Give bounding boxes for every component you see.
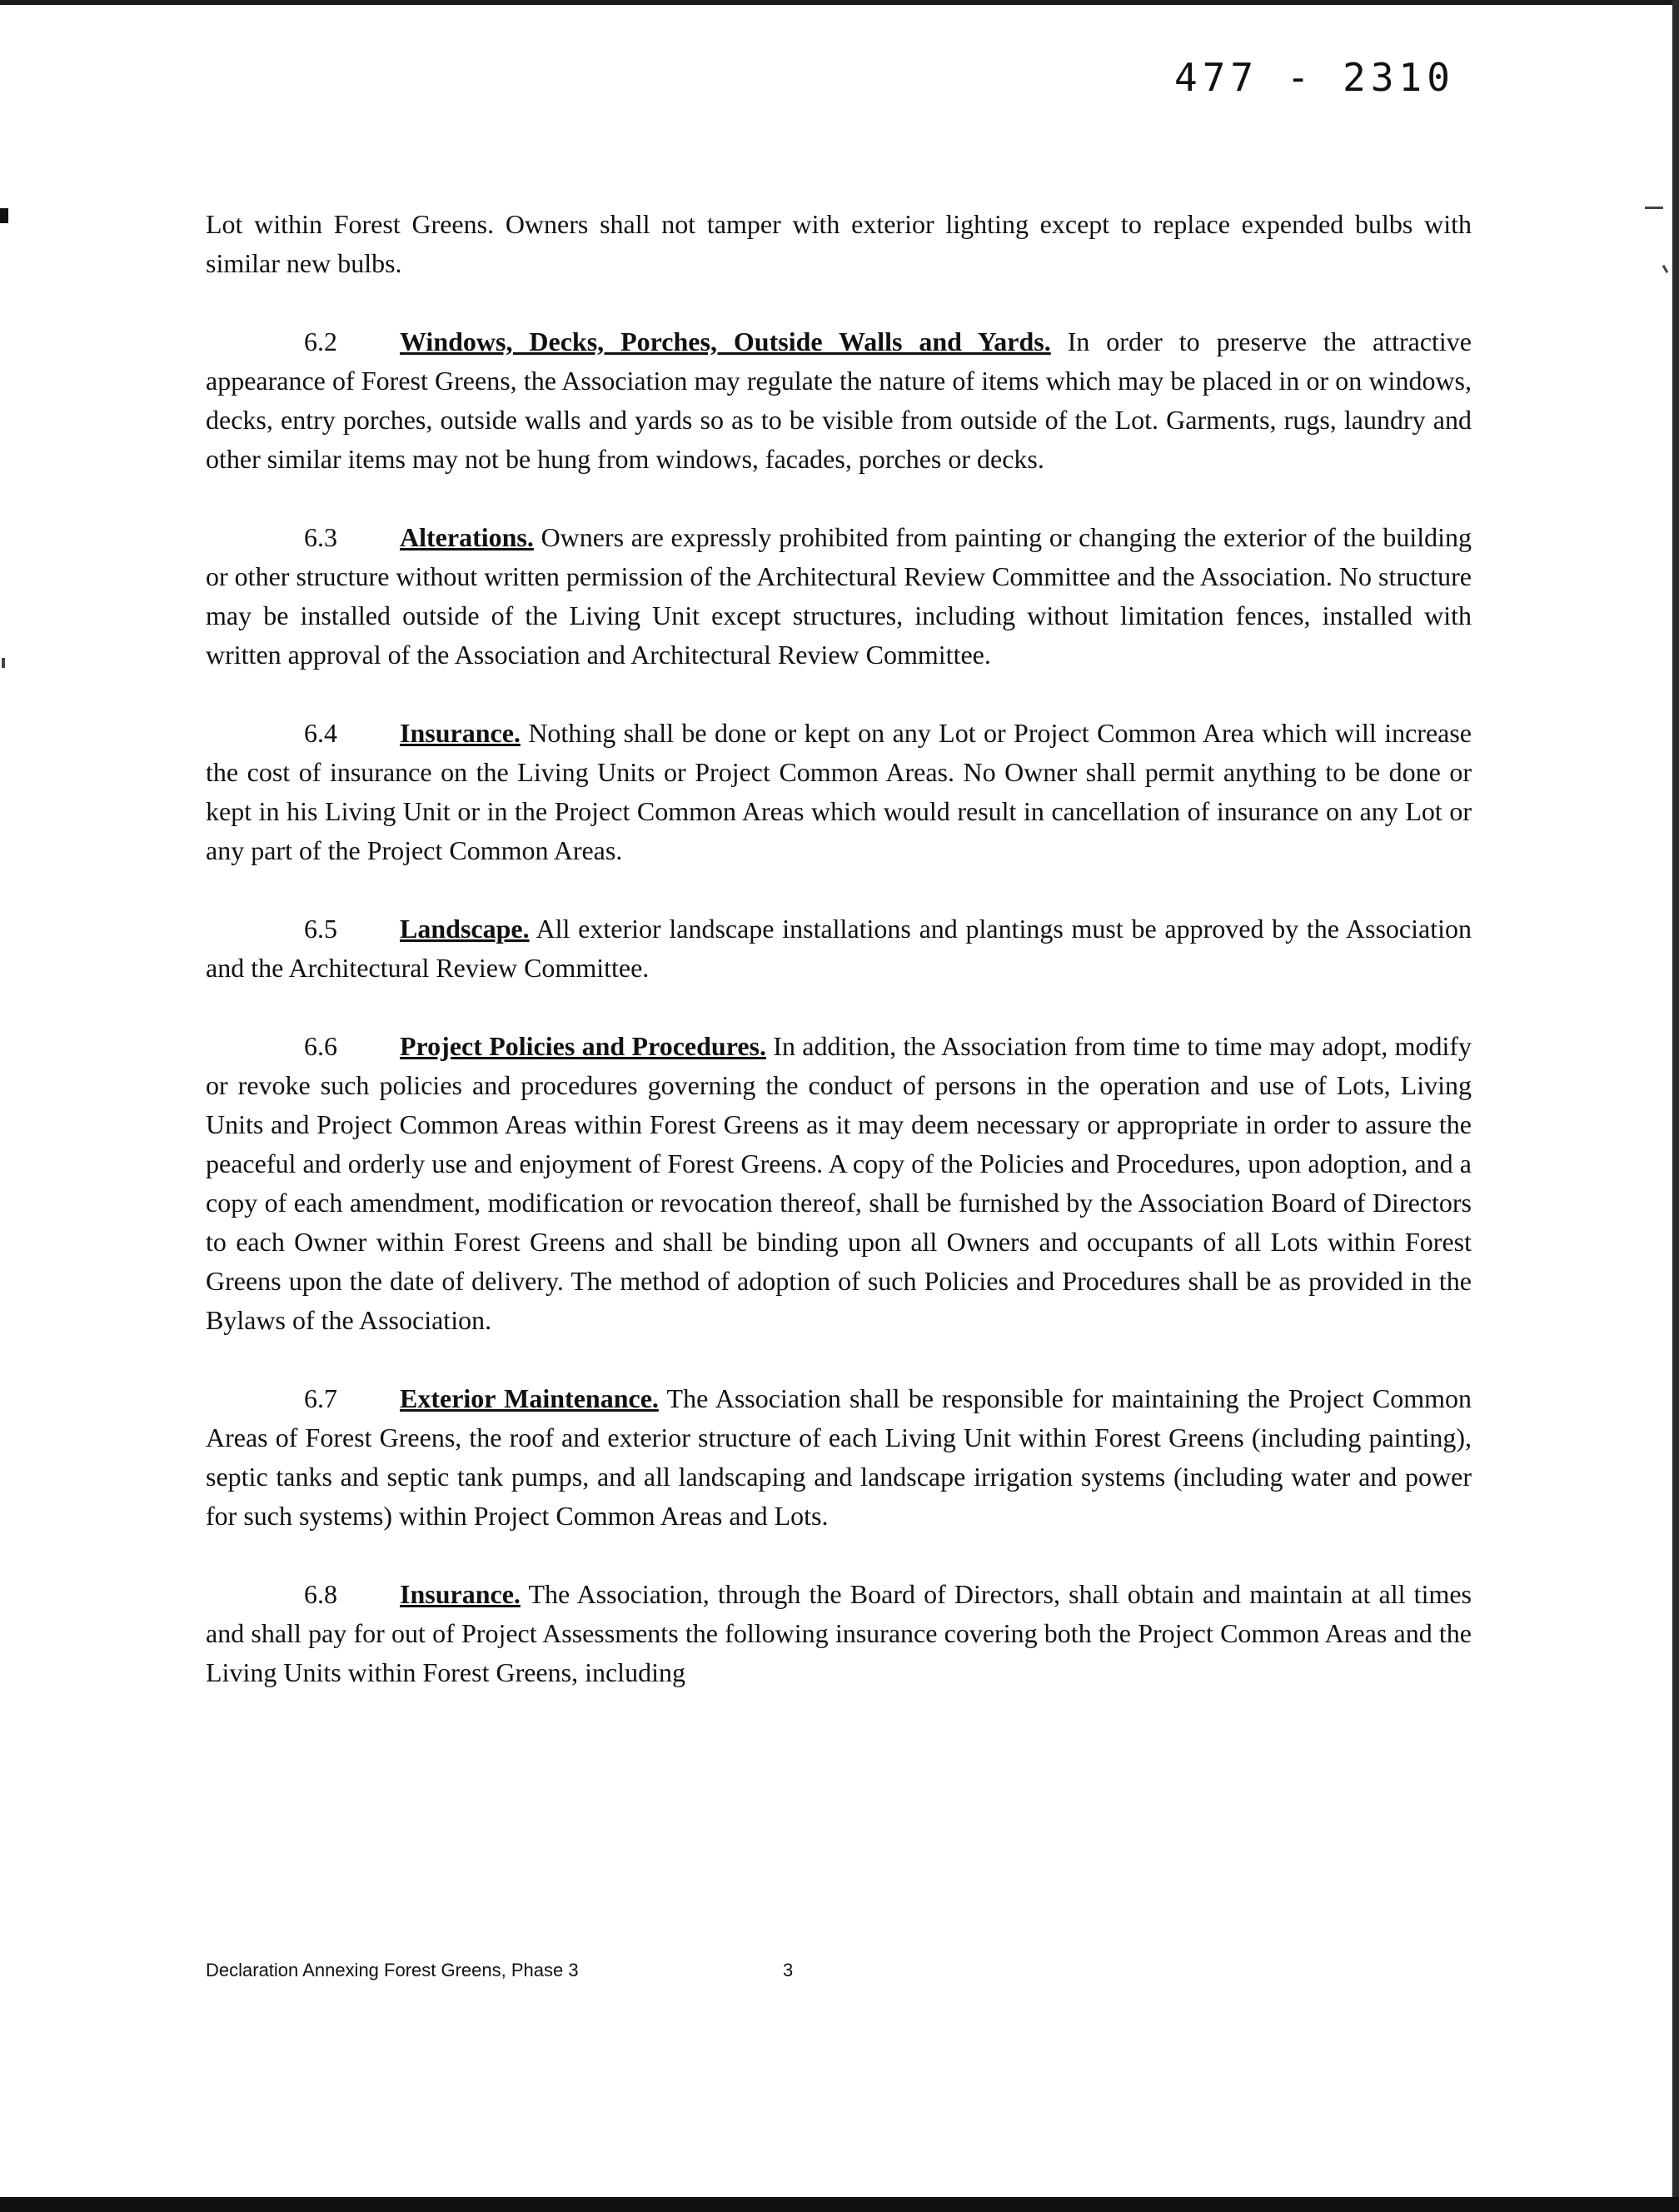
section-heading: Insurance. (400, 718, 521, 748)
section-body: In order to preserve the attractive appearance of Forest Greens, the Association may regulate the nature of items which may be placed in or on windows, decks, entry porches, outside walls and yards so as to be visible from outside of the Lot. Garments, rugs, laundry and other similar items may not be hung from windows, facades, porches or decks. (206, 326, 1472, 474)
page-footer (206, 1960, 1039, 1985)
section-heading: Alterations. (400, 522, 534, 552)
section-heading: Landscape. (400, 914, 530, 944)
section-number: 6.7 (304, 1383, 337, 1413)
section-6-5 (206, 909, 1472, 988)
footer-title: Declaration Annexing Forest Greens, Phase 3 (206, 1960, 579, 1980)
page-number: 3 (783, 1960, 794, 1980)
scan-speck (1662, 265, 1669, 273)
document-body (206, 205, 1472, 1731)
section-body: Nothing shall be done or kept on any Lot or Project Common Area which will increase the cost of insurance on the Living Units or Project Common Areas. No Owner shall permit anything to be done or kept in his Living Unit or in the Project Common Areas which would result in cancellation of insurance on any Lot or any part of the Project Common Areas. (206, 718, 1472, 865)
scan-speck (2, 658, 5, 668)
section-heading: Insurance. (400, 1579, 521, 1609)
section-number: 6.2 (304, 326, 337, 356)
section-body: The Association, through the Board of Directors, shall obtain and maintain at all times and shall pay for out of Project Assessments the following insurance covering both the Project Common Areas and the Living Units within Forest Greens, including (206, 1579, 1472, 1687)
book-page-stamp: 477 - 2310 (1174, 55, 1455, 100)
section-number: 6.3 (304, 522, 337, 552)
section-number: 6.6 (304, 1031, 337, 1061)
section-heading: Project Policies and Procedures. (400, 1031, 766, 1061)
section-heading: Windows, Decks, Porches, Outside Walls and Yards. (400, 326, 1051, 356)
scan-edge-top (0, 0, 1679, 5)
section-6-8 (206, 1575, 1472, 1692)
section-body: All exterior landscape installations and plantings must be approved by the Association and the Architectural Review Committee. (206, 914, 1472, 983)
section-body: Owners are expressly prohibited from painting or changing the exterior of the building or other structure without written permission of the Architectural Review Committee and the Association. No structure may be installed outside of the Living Unit except structures, including without limitation fences, installed with written approval of the Association and Architectural Review Committee. (206, 522, 1472, 670)
section-number: 6.4 (304, 718, 337, 748)
section-number: 6.5 (304, 914, 337, 944)
intro-paragraph: Lot within Forest Greens. Owners shall not tamper with exterior lighting except to replace expended bulbs with similar new bulbs. (206, 209, 1472, 278)
section-number: 6.8 (304, 1579, 337, 1609)
section-6-4 (206, 714, 1472, 870)
section-body: In addition, the Association from time to time may adopt, modify or revoke such policies and procedures governing the conduct of persons in the operation and use of Lots, Living Units and Project Common Areas within Forest Greens as it may deem necessary or appropriate in order to assure the peaceful and orderly use and enjoyment of Forest Greens. A copy of the Policies and Procedures, upon adoption, and a copy of each amendment, modification or revocation thereof, shall be furnished by the Association Board of Directors to each Owner within Forest Greens and shall be binding upon all Owners and occupants of all Lots within Forest Greens upon the date of delivery. The method of adoption of such Policies and Procedures shall be as provided in the Bylaws of the Association. (206, 1031, 1472, 1335)
section-body: The Association shall be responsible for maintaining the Project Common Areas of Forest Greens, the roof and exterior structure of each Living Unit within Forest Greens (including painting), septic tanks and septic tank pumps, and all landscaping and landscape irrigation systems (including water and power for such systems) within Project Common Areas and Lots. (206, 1383, 1472, 1531)
section-heading: Exterior Maintenance. (400, 1383, 659, 1413)
section-6-6 (206, 1027, 1472, 1340)
section-6-3 (206, 518, 1472, 675)
scan-edge-right (1672, 0, 1679, 2212)
scan-edge-bottom (0, 2197, 1679, 2212)
section-6-2 (206, 322, 1472, 479)
scan-edge-mark (0, 208, 8, 223)
section-6-7 (206, 1379, 1472, 1536)
scan-speck (1645, 207, 1663, 209)
